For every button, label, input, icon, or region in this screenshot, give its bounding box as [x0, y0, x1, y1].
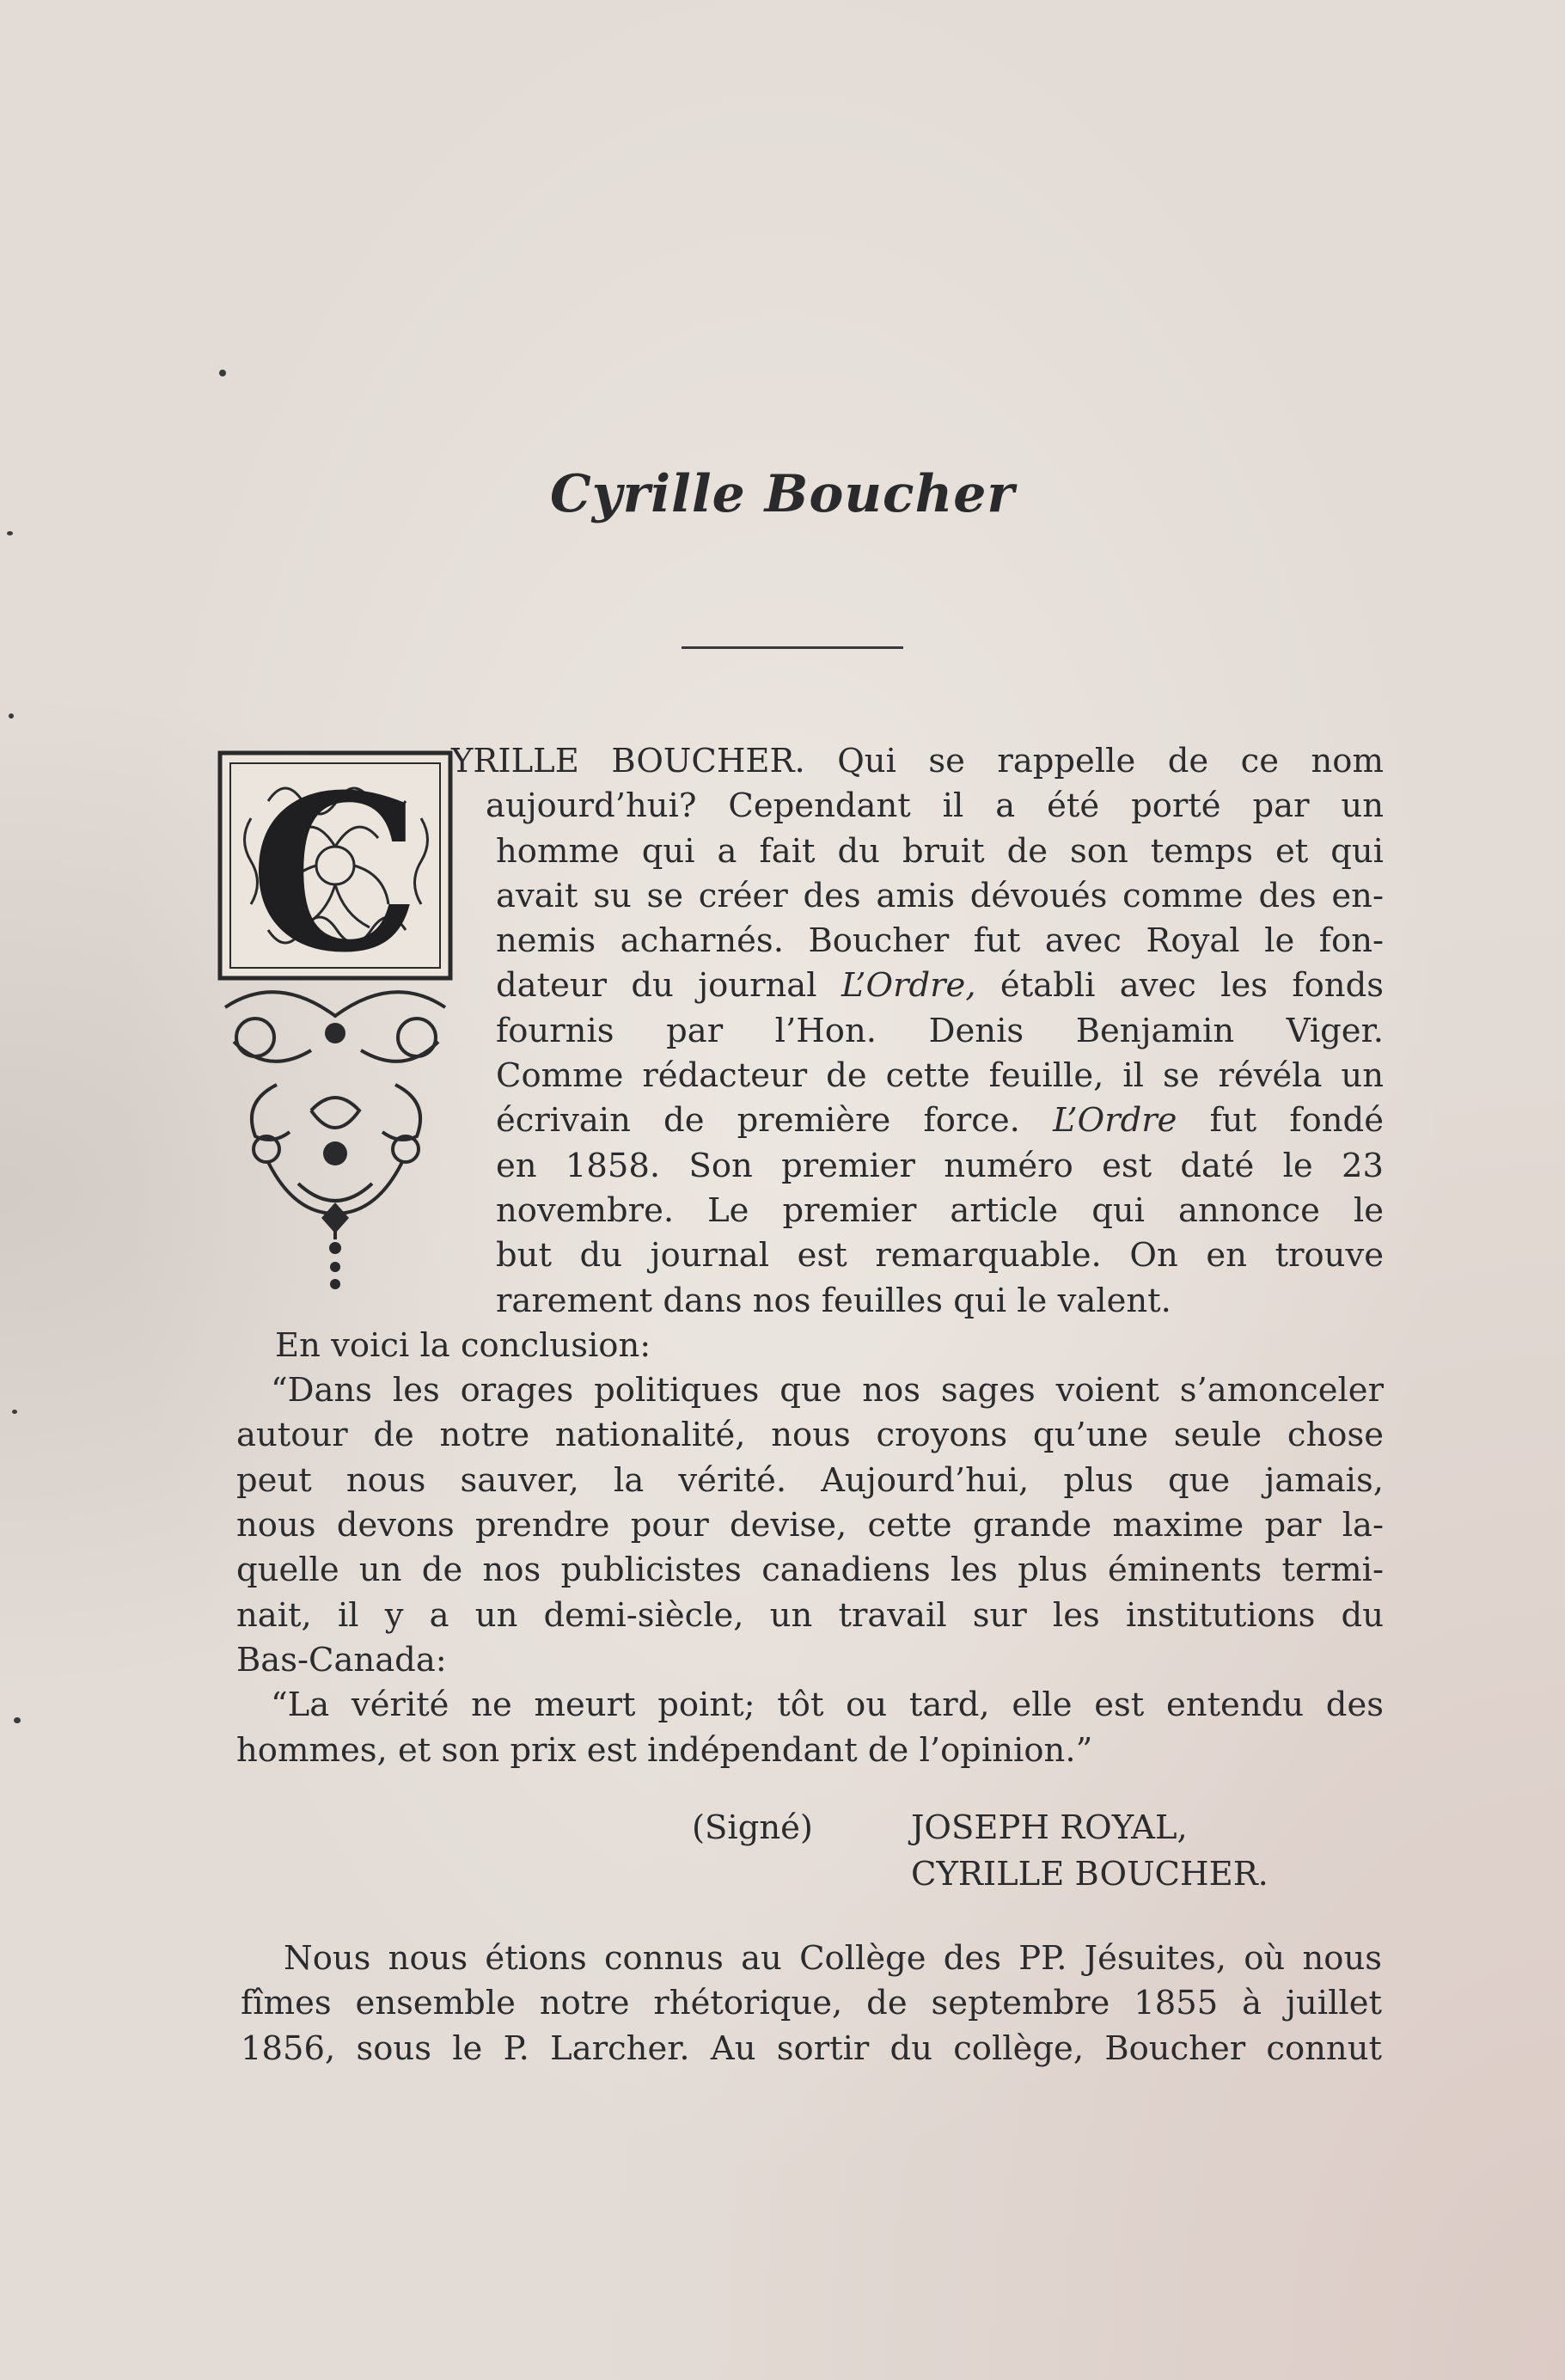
text-span: écrivain de première force.	[496, 1101, 1020, 1141]
text-line: homme qui a fait du bruit de son temps et qui	[496, 831, 1384, 871]
text-line: autour de notre nationalité, nous croyons qu’une seule chose	[236, 1416, 1384, 1455]
text-line: YRILLE BOUCHER. Qui se rappelle de ce nom	[451, 742, 1384, 780]
journal-title: L’Ordre,	[841, 966, 976, 1006]
text-line: fîmes ensemble notre rhétorique, de septembre 1855 à juillet	[241, 1984, 1382, 2023]
signature-label: (Signé)	[692, 1808, 813, 1847]
text-line: nait, il y a un demi-siècle, un travail sur les institutions du	[236, 1595, 1384, 1635]
text-line: but du journal est remarquable. On en trouve	[496, 1236, 1384, 1276]
text-line-journal	[496, 1098, 1384, 1143]
text-line: fournis par l’Hon. Denis Benjamin Viger.	[496, 1011, 1384, 1050]
text-line: “La vérité ne meurt point; tôt ou tard, elle est entendu des	[271, 1686, 1384, 1725]
text-span: dateur du journal	[496, 966, 817, 1006]
text-line: En voici la conclusion:	[275, 1325, 651, 1365]
text-line: Bas-Canada:	[236, 1640, 447, 1679]
text-line: peut nous sauver, la vérité. Aujourd’hui, plus que jamais,	[236, 1460, 1384, 1500]
paper-speck	[9, 713, 14, 719]
text-line: “Dans les orages politiques que nos sages voient s’amonceler	[271, 1371, 1384, 1410]
dropcap-letter: C	[249, 749, 421, 1000]
title-rule	[682, 646, 903, 649]
paper-speck	[7, 531, 13, 535]
text-span: établi avec les fonds	[1000, 966, 1384, 1006]
text-line: en 1858. Son premier numéro est daté le 23	[496, 1146, 1384, 1185]
text-line: hommes, et son prix est indépendant de l’opinion.”	[236, 1730, 1093, 1770]
body-text	[236, 739, 1384, 1773]
text-line: aujourd’hui? Cependant il a été porté par un	[486, 786, 1384, 826]
paper-speck	[12, 1410, 17, 1414]
paper-speck	[219, 370, 226, 376]
text-line: avait su se créer des amis dévoués comme des en-	[496, 876, 1384, 915]
text-line: Comme rédacteur de cette feuille, il se révéla un	[496, 1056, 1384, 1096]
text-line: Nous nous étions connus au Collège des PP. Jésuites, où nous	[284, 1939, 1382, 1978]
text-line: nous devons prendre pour devise, cette grande maxime par la-	[236, 1506, 1384, 1545]
text-line: novembre. Le premier article qui annonce le	[496, 1190, 1384, 1230]
text-line: quelle un de nos publicistes canadiens les plus éminents termi-	[236, 1551, 1384, 1590]
text-line-journal	[496, 964, 1384, 1008]
page-title: Cyrille Boucher	[550, 464, 1015, 524]
text-line: 1856, sous le P. Larcher. Au sortir du collège, Boucher connut	[241, 2028, 1382, 2068]
signature-name: CYRILLE BOUCHER.	[911, 1855, 1269, 1894]
text-line: nemis acharnés. Boucher fut avec Royal le fon-	[496, 921, 1384, 961]
journal-title: L’Ordre	[1053, 1101, 1177, 1141]
text-span: fut fondé	[1209, 1101, 1384, 1141]
signature-name: JOSEPH ROYAL,	[911, 1808, 1188, 1847]
text-line: rarement dans nos feuilles qui le valent.	[496, 1281, 1171, 1320]
body-paragraph	[241, 1936, 1382, 2071]
paper-speck	[14, 1717, 21, 1723]
